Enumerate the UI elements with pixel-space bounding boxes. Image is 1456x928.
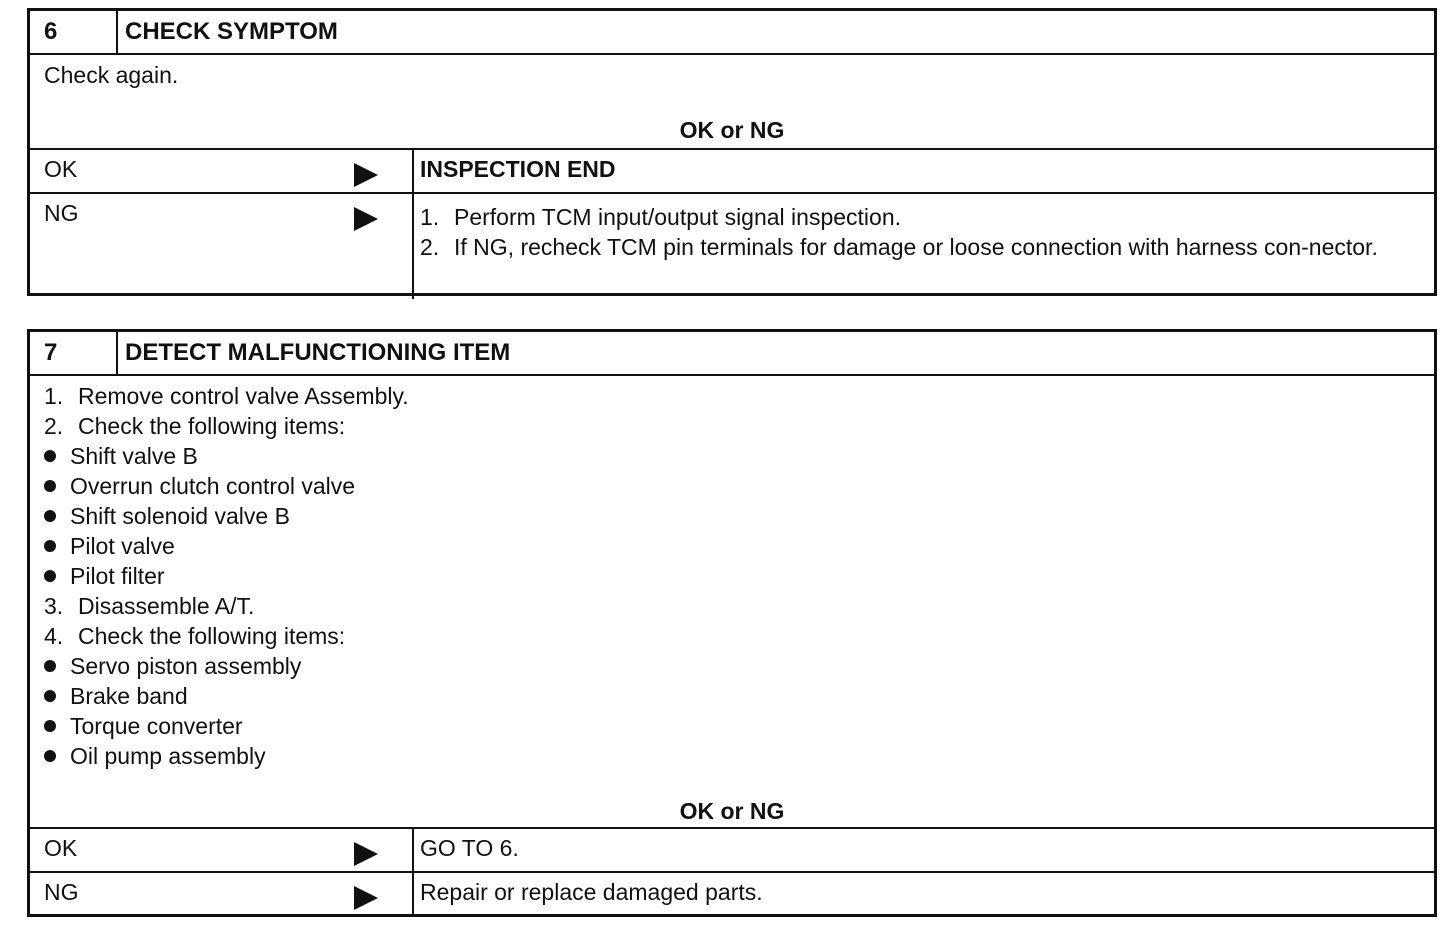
- step-7-title: DETECT MALFUNCTIONING ITEM: [125, 339, 511, 366]
- list-item: Overrun clutch control valve: [44, 471, 1434, 501]
- step-7-table: [27, 329, 1437, 917]
- bullet-icon: [44, 450, 56, 462]
- step-7-ng-result: Repair or replace damaged parts.: [420, 879, 763, 905]
- list-item: Shift valve B: [44, 441, 1434, 471]
- step-6-title: CHECK SYMPTOM: [125, 18, 338, 45]
- step-6-ok-result: INSPECTION END: [420, 156, 616, 182]
- list-item: Oil pump assembly: [44, 741, 1434, 771]
- list-item: 2. Check the following items:: [44, 413, 346, 439]
- list-item: Pilot valve: [44, 531, 1434, 561]
- list-item: 4. Check the following items:: [44, 623, 346, 649]
- step-6-table: [27, 8, 1437, 296]
- list-item: Torque converter: [44, 711, 1434, 741]
- list-item: 1. Remove control valve Assembly.: [44, 383, 409, 409]
- step-6-number: 6: [30, 11, 118, 53]
- arrow-right-icon: [354, 207, 378, 231]
- step-6-ng-label: NG: [44, 200, 79, 226]
- arrow-right-icon: [354, 163, 378, 187]
- list-item: Servo piston assembly: [44, 651, 1434, 681]
- step-6-ng-row: [30, 194, 1434, 299]
- step-7-header: [30, 332, 1434, 376]
- bullet-icon: [44, 660, 56, 672]
- list-item: Pilot filter: [44, 561, 1434, 591]
- step-6-header: [30, 11, 1434, 55]
- step-6-ng-result: [414, 194, 1434, 299]
- step-7-body: [30, 381, 1434, 829]
- bullet-icon: [44, 570, 56, 582]
- step-7-ok-label: OK: [44, 835, 78, 861]
- arrow-right-icon: [354, 842, 378, 866]
- step-6-body: [30, 60, 1434, 150]
- arrow-right-icon: [354, 886, 378, 910]
- step-6-ok-row: [30, 150, 1434, 194]
- list-item: 3. Disassemble A/T.: [44, 593, 255, 619]
- step-6-ok-label: OK: [44, 156, 78, 182]
- bullet-icon: [44, 720, 56, 732]
- step-6-instruction: Check again.: [44, 62, 179, 88]
- step-7-ok-or-ng: OK or NG: [679, 798, 785, 824]
- step-7-ok-row: [30, 829, 1434, 873]
- list-item: Shift solenoid valve B: [44, 501, 1434, 531]
- bullet-icon: [44, 540, 56, 552]
- list-item: 2. If NG, recheck TCM pin terminals for damage or loose connection with harness con-nector.: [420, 234, 1378, 260]
- step-7-ng-row: [30, 873, 1434, 917]
- bullet-icon: [44, 480, 56, 492]
- list-item: 1. Perform TCM input/output signal inspection.: [420, 204, 902, 230]
- step-7-ng-label: NG: [44, 879, 79, 905]
- step-6-ok-or-ng: OK or NG: [679, 117, 785, 143]
- step-7-ok-result: GO TO 6.: [420, 835, 519, 861]
- list-item: Brake band: [44, 681, 1434, 711]
- bullet-icon: [44, 690, 56, 702]
- bullet-icon: [44, 510, 56, 522]
- step-7-number: 7: [30, 332, 118, 374]
- bullet-icon: [44, 750, 56, 762]
